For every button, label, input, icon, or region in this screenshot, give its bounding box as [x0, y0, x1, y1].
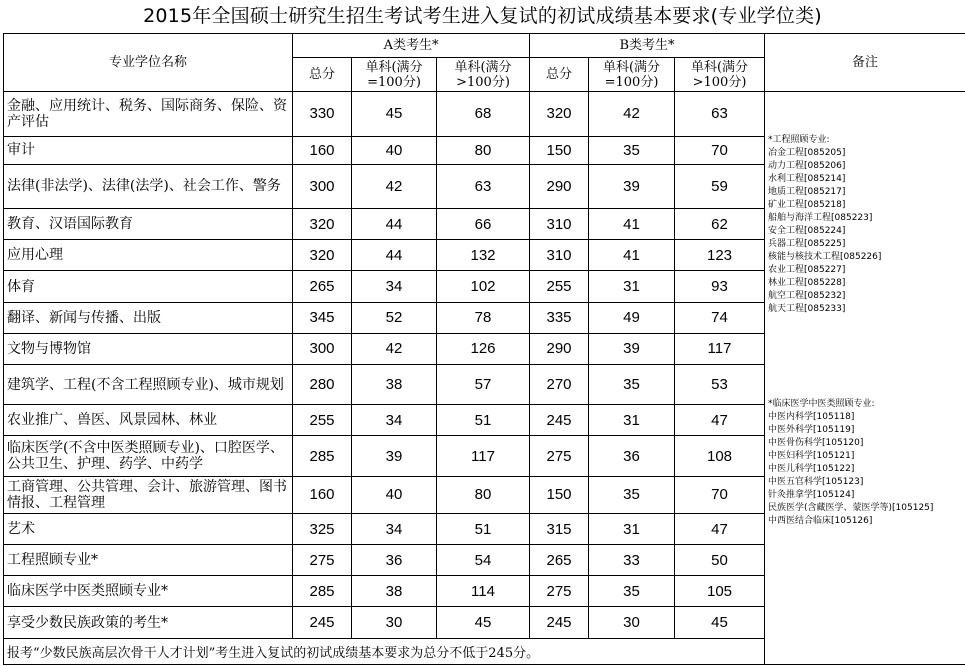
score-cell-b-total: 150 [530, 136, 589, 164]
score-cell-b-s2: 62 [675, 209, 765, 240]
score-cell-a-total: 245 [293, 607, 352, 638]
notes-engineering-item: 水利工程[085214] [768, 174, 846, 185]
score-cell-b-total: 245 [530, 405, 589, 436]
notes-tcm-item: 中医内科学[105118] [768, 412, 855, 423]
notes-engineering-title: *工程照顾专业: [768, 135, 830, 146]
score-cell-b-total: 265 [530, 545, 589, 576]
score-cell-b-total: 245 [530, 607, 589, 638]
header-a-total: 总分 [293, 58, 352, 92]
score-cell-a-total: 325 [293, 513, 352, 544]
header-group-a: A类考生* [293, 34, 530, 58]
score-cell-a-s2: 117 [437, 436, 530, 476]
score-cell-b-s2: 105 [675, 576, 765, 607]
score-cell-b-s1: 31 [589, 271, 675, 302]
score-cell-b-s2: 63 [675, 92, 765, 136]
score-cell-b-total: 270 [530, 364, 589, 404]
score-cell-b-s1: 31 [589, 513, 675, 544]
header-group-b: B类考生* [530, 34, 765, 58]
score-cell-b-s1: 36 [589, 436, 675, 476]
score-cell-a-s1: 38 [352, 576, 437, 607]
score-cell-a-total: 320 [293, 240, 352, 271]
score-cell-a-total: 265 [293, 271, 352, 302]
major-name-cell: 临床医学中医类照顾专业* [4, 576, 293, 607]
page-title: 2015年全国硕士研究生招生考试考生进入复试的初试成绩基本要求(专业学位类) [143, 5, 822, 27]
score-cell-b-s2: 123 [675, 240, 765, 271]
score-cell-a-s1: 44 [352, 240, 437, 271]
major-name-cell: 体育 [4, 271, 293, 302]
notes-tcm-item: 中医儿科学[105122] [768, 464, 855, 475]
score-cell-b-s2: 45 [675, 607, 765, 638]
score-cell-b-s2: 53 [675, 364, 765, 404]
major-name-cell: 法律(非法学)、法律(法学)、社会工作、警务 [4, 164, 293, 208]
major-name-cell: 农业推广、兽医、风景园林、林业 [4, 405, 293, 436]
header-b-single100: 单科(满分=100分) [589, 58, 675, 92]
score-cell-b-total: 335 [530, 302, 589, 333]
score-cell-a-s2: 102 [437, 271, 530, 302]
score-cell-a-s2: 66 [437, 209, 530, 240]
score-cell-a-total: 285 [293, 436, 352, 476]
score-cell-b-s1: 35 [589, 364, 675, 404]
score-cell-b-total: 150 [530, 476, 589, 513]
major-name-cell: 翻译、新闻与传播、出版 [4, 302, 293, 333]
score-cell-b-s1: 30 [589, 607, 675, 638]
score-cell-a-s2: 80 [437, 476, 530, 513]
notes-engineering-item: 冶金工程[085205] [768, 148, 846, 159]
major-name-cell: 教育、汉语国际教育 [4, 209, 293, 240]
notes-engineering-item: 地质工程[085217] [768, 187, 846, 198]
score-cell-b-s2: 50 [675, 545, 765, 576]
score-cell-b-s1: 35 [589, 476, 675, 513]
score-cell-a-total: 345 [293, 302, 352, 333]
major-name-cell: 文物与博物馆 [4, 333, 293, 364]
score-cell-a-s1: 52 [352, 302, 437, 333]
notes-tcm-item: 中医五官科学[105123] [768, 477, 864, 488]
notes-engineering-item: 船舶与海洋工程[085223] [768, 213, 873, 224]
footer-note: 报考“少数民族高层次骨干人才计划”考生进入复试的初试成绩基本要求为总分不低于245分。 [4, 638, 765, 664]
score-table [3, 33, 965, 665]
score-cell-a-total: 330 [293, 92, 352, 136]
major-name-cell: 临床医学(不含中医类照顾专业)、口腔医学、公共卫生、护理、药学、中药学 [4, 436, 293, 476]
header-row-1 [4, 34, 965, 58]
score-cell-b-s1: 49 [589, 302, 675, 333]
major-name-cell: 应用心理 [4, 240, 293, 271]
header-a-single-gt100: 单科(满分>100分) [437, 58, 530, 92]
score-cell-b-total: 255 [530, 271, 589, 302]
score-cell-a-s2: 126 [437, 333, 530, 364]
score-cell-a-s2: 132 [437, 240, 530, 271]
score-cell-b-total: 275 [530, 576, 589, 607]
score-cell-a-total: 285 [293, 576, 352, 607]
score-cell-b-total: 275 [530, 436, 589, 476]
notes-engineering-item: 林业工程[085228] [768, 278, 846, 289]
score-cell-b-s1: 42 [589, 92, 675, 136]
score-cell-a-s2: 45 [437, 607, 530, 638]
score-cell-a-total: 160 [293, 476, 352, 513]
score-cell-b-s1: 31 [589, 405, 675, 436]
notes-engineering-item: 航天工程[085233] [768, 304, 846, 315]
score-cell-a-total: 320 [293, 209, 352, 240]
score-cell-a-total: 255 [293, 405, 352, 436]
score-cell-a-total: 280 [293, 364, 352, 404]
major-name-cell: 建筑学、工程(不含工程照顾专业)、城市规划 [4, 364, 293, 404]
notes-engineering-item: 农业工程[085227] [768, 265, 846, 276]
header-notes: 备注 [765, 34, 965, 92]
major-name-cell: 金融、应用统计、税务、国际商务、保险、资产评估 [4, 92, 293, 136]
notes-tcm-item: 针灸推拿学[105124] [768, 490, 855, 501]
notes-tcm-item: 中医骨伤科学[105120] [768, 438, 864, 449]
score-cell-a-s1: 34 [352, 513, 437, 544]
notes-tcm-item: 民族医学(含藏医学、蒙医学等)[105125] [768, 503, 934, 514]
score-cell-a-s1: 30 [352, 607, 437, 638]
major-name-cell: 审计 [4, 136, 293, 164]
notes-engineering-item: 安全工程[085224] [768, 226, 846, 237]
score-cell-a-s1: 40 [352, 476, 437, 513]
score-cell-a-s1: 40 [352, 136, 437, 164]
score-cell-b-s2: 47 [675, 405, 765, 436]
score-cell-b-s1: 41 [589, 240, 675, 271]
score-cell-b-total: 290 [530, 164, 589, 208]
score-cell-b-total: 320 [530, 92, 589, 136]
score-cell-b-s1: 35 [589, 576, 675, 607]
score-cell-a-s1: 44 [352, 209, 437, 240]
notes-tcm-title: *临床医学中医类照顾专业: [768, 399, 875, 410]
notes-engineering-item: 动力工程[085206] [768, 161, 846, 172]
score-cell-b-s1: 41 [589, 209, 675, 240]
score-cell-b-s2: 70 [675, 136, 765, 164]
score-cell-a-s1: 36 [352, 545, 437, 576]
score-cell-a-total: 300 [293, 164, 352, 208]
notes-engineering-item: 兵器工程[085225] [768, 239, 846, 250]
score-cell-b-s1: 35 [589, 136, 675, 164]
score-cell-b-s2: 93 [675, 271, 765, 302]
major-name-cell: 艺术 [4, 513, 293, 544]
score-cell-b-s1: 39 [589, 164, 675, 208]
notes-engineering-item: 矿业工程[085218] [768, 200, 846, 211]
score-cell-a-s1: 42 [352, 333, 437, 364]
header-major-name: 专业学位名称 [4, 34, 293, 92]
score-cell-a-s2: 63 [437, 164, 530, 208]
header-a-single100: 单科(满分=100分) [352, 58, 437, 92]
notes-cell [765, 92, 965, 665]
notes-engineering-item: 核能与核技术工程[085226] [768, 252, 882, 263]
score-cell-b-s2: 74 [675, 302, 765, 333]
table-row [4, 92, 965, 136]
score-cell-a-s2: 57 [437, 364, 530, 404]
score-cell-a-s2: 78 [437, 302, 530, 333]
major-name-cell: 享受少数民族政策的考生* [4, 607, 293, 638]
score-cell-b-s2: 117 [675, 333, 765, 364]
notes-tcm-item: 中西医结合临床[105126] [768, 516, 873, 527]
score-cell-b-total: 290 [530, 333, 589, 364]
score-cell-b-s2: 59 [675, 164, 765, 208]
header-b-total: 总分 [530, 58, 589, 92]
score-cell-b-s2: 47 [675, 513, 765, 544]
score-cell-b-s1: 39 [589, 333, 675, 364]
major-name-cell: 工商管理、公共管理、会计、旅游管理、图书情报、工程管理 [4, 476, 293, 513]
score-cell-a-s2: 51 [437, 405, 530, 436]
score-cell-a-s1: 38 [352, 364, 437, 404]
score-cell-a-total: 300 [293, 333, 352, 364]
score-cell-a-s2: 54 [437, 545, 530, 576]
score-cell-a-s2: 114 [437, 576, 530, 607]
score-cell-a-s1: 34 [352, 405, 437, 436]
score-cell-b-s2: 108 [675, 436, 765, 476]
score-cell-a-total: 160 [293, 136, 352, 164]
major-name-cell: 工程照顾专业* [4, 545, 293, 576]
header-b-single-gt100: 单科(满分>100分) [675, 58, 765, 92]
score-cell-a-total: 275 [293, 545, 352, 576]
score-cell-b-s1: 33 [589, 545, 675, 576]
score-cell-a-s1: 42 [352, 164, 437, 208]
score-cell-a-s1: 39 [352, 436, 437, 476]
notes-tcm-item: 中医妇科学[105121] [768, 451, 855, 462]
notes-tcm-item: 中医外科学[105119] [768, 425, 855, 436]
score-cell-a-s1: 34 [352, 271, 437, 302]
score-cell-a-s2: 80 [437, 136, 530, 164]
score-cell-b-total: 310 [530, 209, 589, 240]
score-cell-b-s2: 70 [675, 476, 765, 513]
score-cell-a-s1: 45 [352, 92, 437, 136]
score-cell-b-total: 315 [530, 513, 589, 544]
score-cell-a-s2: 68 [437, 92, 530, 136]
score-cell-a-s2: 51 [437, 513, 530, 544]
notes-engineering-item: 航空工程[085232] [768, 291, 846, 302]
score-cell-b-total: 310 [530, 240, 589, 271]
